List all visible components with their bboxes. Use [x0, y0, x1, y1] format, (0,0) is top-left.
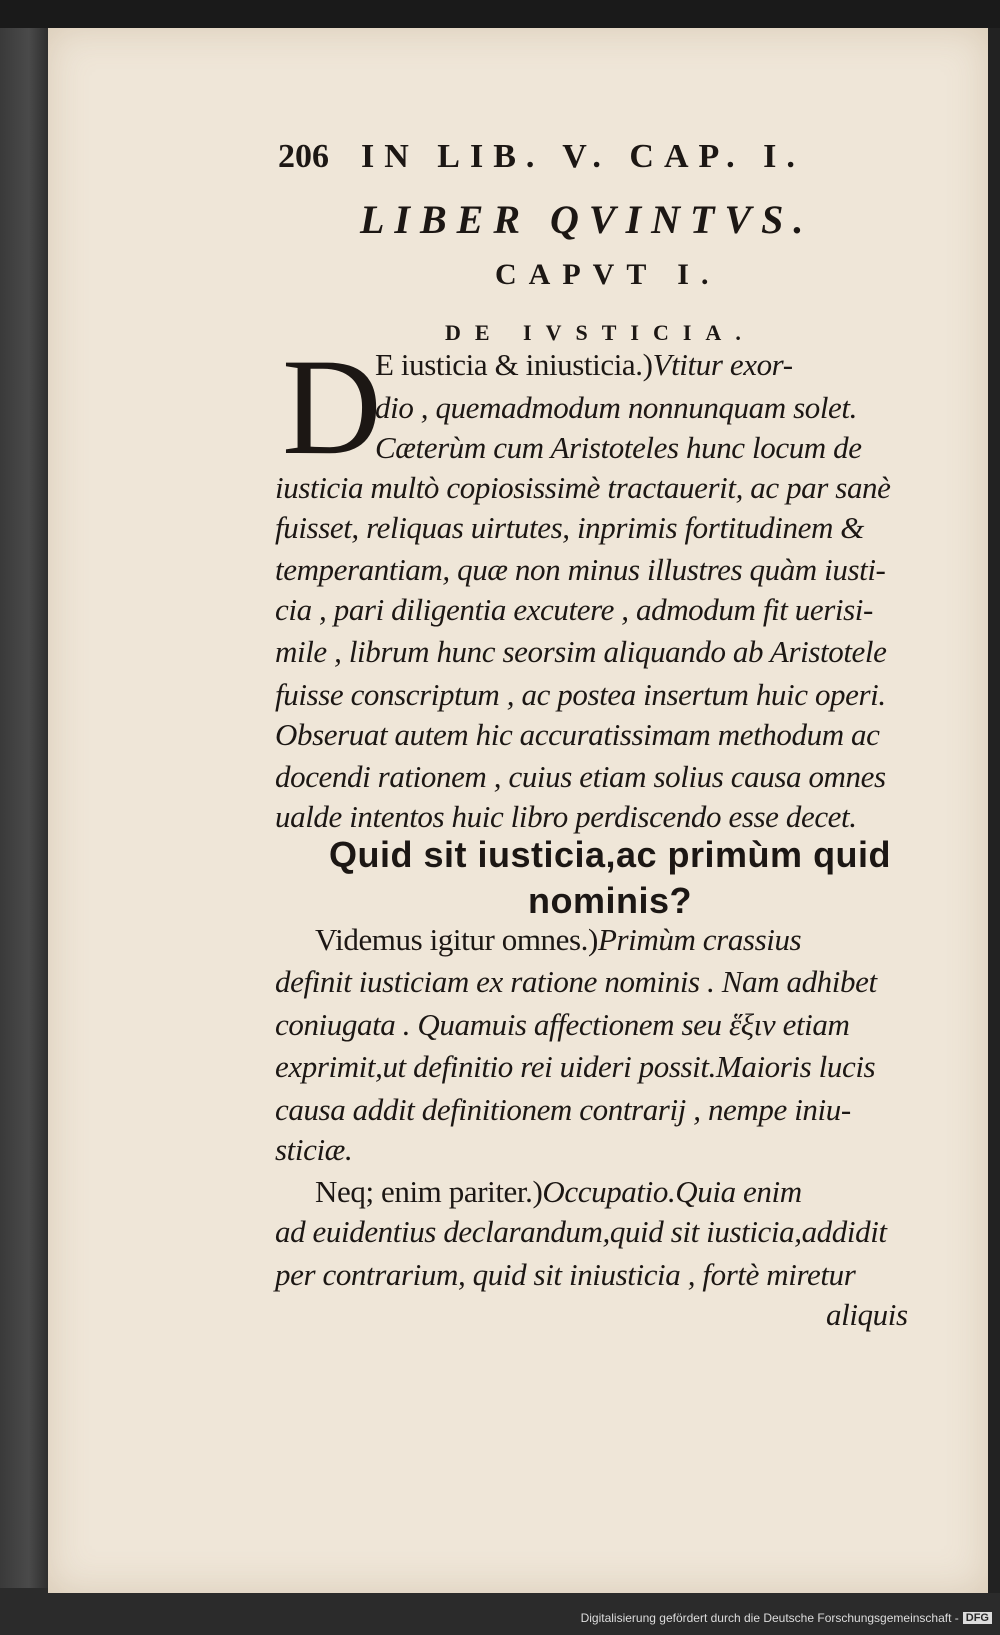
- commentary-text: Vtitur exor-: [652, 347, 793, 382]
- commentary-text: cia , pari diligentia excutere , admodum fit uerisi-: [275, 592, 873, 627]
- text-line: [275, 508, 864, 548]
- drop-cap: D: [282, 330, 382, 483]
- commentary-text: exprimit,ut definitio rei uideri possit.Maioris lucis: [275, 1049, 876, 1084]
- catchword: aliquis: [826, 1297, 908, 1332]
- text-line: [275, 1090, 851, 1130]
- scan-top-border: [0, 0, 1000, 28]
- commentary-text: coniugata . Quamuis affectionem seu ἕξιν etiam: [275, 1007, 850, 1042]
- commentary-text: Primùm crassius: [597, 922, 802, 957]
- commentary-text: fuisset, reliquas uirtutes, inprimis fortitudinem &: [275, 510, 865, 545]
- commentary-text: iusticia multò copiosissimè tractauerit, ac par sanè: [275, 470, 891, 505]
- dfg-logo: DFG: [963, 1612, 992, 1624]
- commentary-text: fuisse conscriptum , ac postea insertum huic operi.: [275, 677, 886, 712]
- running-head-text: IN LIB. V. CAP. I.: [361, 138, 805, 175]
- lemma-text: E iusticia & iniusticia.): [375, 347, 653, 382]
- commentary-text: sticiæ.: [275, 1132, 353, 1167]
- section-heading-line-2: nominis?: [528, 880, 692, 921]
- scan-bottom-bar: [0, 1593, 1000, 1635]
- text-line: [315, 920, 801, 960]
- text-line: [275, 962, 877, 1002]
- commentary-text: ualde intentos huic libro perdiscendo esse decet.: [275, 799, 857, 834]
- commentary-text: docendi rationem , cuius etiam solius causa omnes: [275, 759, 886, 794]
- text-line: [275, 632, 886, 672]
- text-line: [275, 797, 857, 837]
- text-line: [275, 550, 885, 590]
- text-line: [275, 1047, 875, 1087]
- text-line: [275, 1130, 352, 1170]
- section-heading-line-1: Quid sit iusticia,ac primùm quid: [328, 834, 892, 875]
- section-title: DE IVSTICIA.: [445, 320, 755, 345]
- commentary-text: causa addit definitionem contrarij , nempe iniu-: [275, 1092, 851, 1127]
- commentary-text: per contrarium, quid sit iniusticia , fortè miretur: [275, 1257, 856, 1292]
- lemma-text: Videmus igitur omnes.): [315, 922, 598, 957]
- chapter-title: CAPVT I.: [495, 258, 721, 291]
- digitization-credit: [581, 1611, 992, 1625]
- scan-right-border: [988, 28, 1000, 1593]
- commentary-text: Occupatio.Quia enim: [542, 1174, 802, 1209]
- text-line: [275, 1255, 855, 1295]
- text-line: [275, 468, 891, 508]
- text-line: [275, 1005, 849, 1045]
- footer-text: Digitalisierung gefördert durch die Deutsche Forschungsgemeinschaft -: [580, 1611, 959, 1625]
- book-spine-edge: [0, 28, 48, 1588]
- text-line: [375, 345, 793, 385]
- commentary-text: temperantiam, quæ non minus illustres quàm iusti-: [275, 552, 886, 587]
- text-line: [275, 675, 886, 715]
- text-line: [275, 1212, 887, 1252]
- commentary-text: Obseruat autem hic accuratissimam methodum ac: [275, 717, 880, 752]
- commentary-text: definit iusticiam ex ratione nominis . Nam adhibet: [275, 964, 877, 999]
- text-line: [275, 590, 873, 630]
- text-line: [375, 428, 862, 468]
- book-title: LIBER QVINTVS.: [360, 197, 814, 242]
- text-line: [315, 1172, 802, 1212]
- commentary-text: ad euidentius declarandum,quid sit iusticia,addidit: [275, 1214, 887, 1249]
- text-line: [275, 757, 886, 797]
- text-line: [275, 715, 880, 755]
- commentary-text: Cæterùm cum Aristoteles hunc locum de: [375, 430, 862, 465]
- text-line: [375, 388, 857, 428]
- running-head: [278, 138, 838, 176]
- commentary-text: dio , quemadmodum nonnunquam solet.: [375, 390, 857, 425]
- lemma-text: Neq; enim pariter.): [315, 1174, 543, 1209]
- page-number: 206: [278, 138, 329, 175]
- commentary-text: mile , librum hunc seorsim aliquando ab Aristotele: [275, 634, 887, 669]
